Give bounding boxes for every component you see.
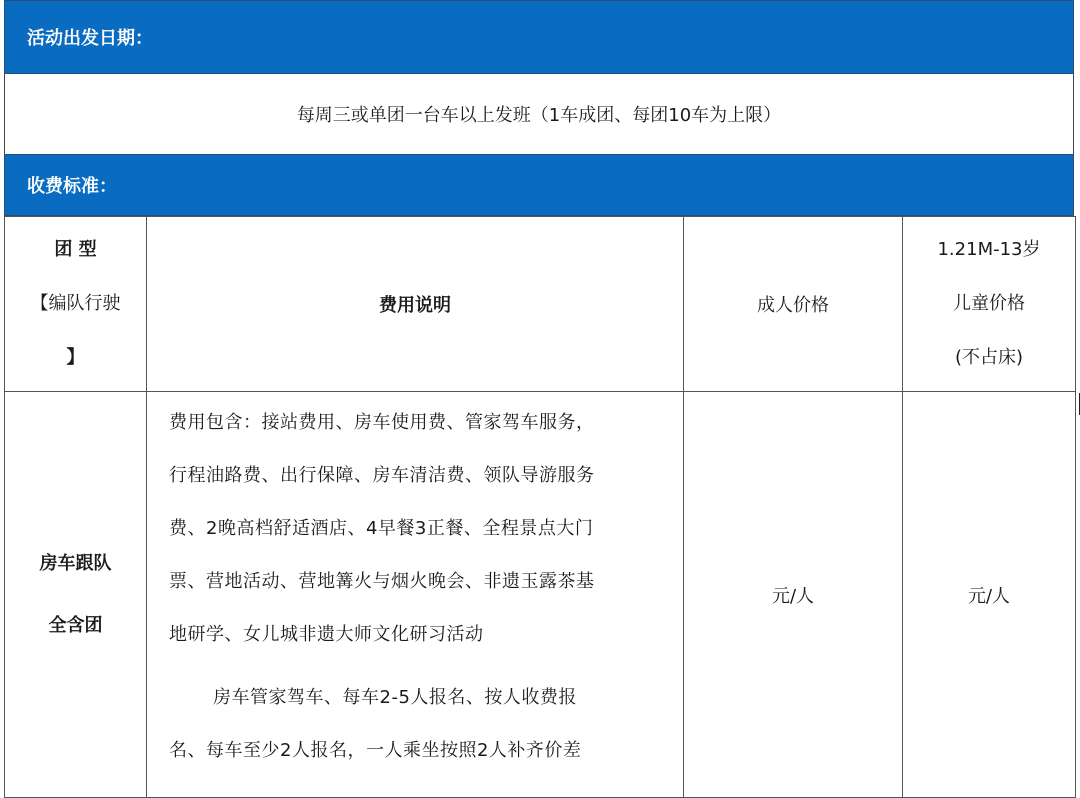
pricing-header [4, 154, 1074, 216]
adult-price-cell: 元/人 [684, 392, 903, 798]
column-header-child-line: 1.21M-13岁 [937, 239, 1041, 260]
fee-included-line: 费用包含：接站费用、房车使用费、管家驾车服务， [169, 412, 595, 433]
departure-date-header [4, 0, 1074, 74]
fee-note-line: 房车管家驾车、每车2-5人报名、按人收费报 [213, 687, 577, 708]
column-header-description: 费用说明 [147, 217, 684, 392]
column-header-adult-price: 成人价格 [684, 217, 903, 392]
departure-date-value: 每周三或单团一台车以上发班（1车成团、每团10车为上限） [296, 105, 782, 126]
pricing-table-header-row [5, 217, 1076, 392]
fee-included-line: 票、营地活动、营地篝火与烟火晚会、非遗玉露茶基 [169, 571, 595, 592]
departure-date-text [4, 74, 1074, 154]
column-header-type-line: 【编队行驶 [30, 293, 121, 314]
pricing-table [4, 216, 1076, 798]
pricing-header-label: 收费标准： [27, 176, 117, 197]
fee-included-line: 行程油路费、出行保障、房车清洁费、领队导游服务 [169, 465, 595, 486]
column-header-type [5, 217, 147, 392]
column-header-child-line: 儿童价格 [953, 293, 1025, 314]
tour-type-line: 房车跟队 [39, 552, 112, 574]
fee-description-cell [147, 392, 684, 798]
column-header-type-line: 】 [66, 347, 85, 368]
column-header-child-line: (不占床) [954, 347, 1024, 368]
itinerary-document [4, 0, 1074, 791]
child-price-cell: 元/人 [903, 392, 1076, 798]
tour-type-line: 全含团 [48, 614, 103, 636]
fee-note-line: 名、每车至少2人报名，一人乘坐按照2人补齐价差 [169, 740, 582, 761]
column-header-type-line: 团 型 [54, 239, 97, 260]
table-row [5, 392, 1076, 798]
fee-included-line: 地研学、女儿城非遗大师文化研习活动 [169, 624, 484, 645]
fee-included-line: 费、2晚高档舒适酒店、4早餐3正餐、全程景点大门 [169, 518, 594, 539]
tour-type-cell [5, 392, 147, 798]
column-header-child-price [903, 217, 1076, 392]
departure-date-header-label: 活动出发日期： [27, 28, 153, 49]
